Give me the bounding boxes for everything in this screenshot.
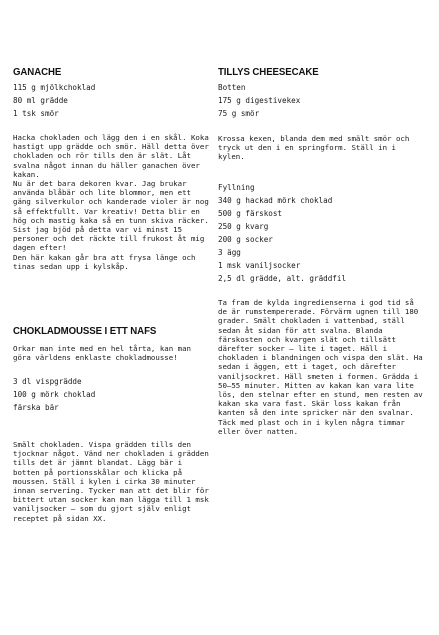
paragraph: Den här kakan går bra att frysa länge och tinas sedan upp i kylskåp. [13,252,196,271]
ganache-ingredients [13,81,213,120]
ganache-instructions [13,133,213,271]
ingredient-line: 100 g mörk choklad [13,390,96,399]
cheesecake-botten [218,81,423,120]
chokladmousse-ingredients [13,375,213,414]
ingredient-line: 200 g socker [218,235,273,244]
ingredient-line: 340 g hackad mörk choklad [218,196,333,205]
ingredient-line: 80 ml grädde [13,96,68,105]
section-label: Fyllning [218,183,255,192]
cheesecake-botten-instructions: Krossa kexen, blanda dem med smält smör och tryck ut den i en springform. Ställ in i kylen. [218,134,410,162]
paragraph: Hacka chokladen och lägg den i en skål. Koka hastigt upp grädde och smör. Häll detta över chokladen och rör tills den är slät. Låt svalna något innan du häller ganachen över kakan. [13,133,209,179]
chokladmousse-title: CHOKLADMOUSSE I ETT NAFS [13,325,157,337]
chokladmousse-instructions: Smält chokladen. Vispa grädden tills den tjocknar något. Vänd ner chokladen i grädden tills det är jämnt blandat. Lägg bär i botten på portionsskålar och klicka på moussen. Ställ i kylen i cirka 30 minuter innan servering. Tycker man att det blir för bittert utan socker kan man lägga till 1 msk vaniljsocker – som du gjort själv enligt receptet på sidan XX. [13,440,209,523]
ingredient-line: 3 ägg [218,248,241,257]
paragraph: Nu är det bara dekoren kvar. Jag brukar använda blåbär och lite blommor, men ett gäng silverkulor och kanderade violer är nog så effektfullt. Var kreativ! Detta blir en hög och mastig kaka så en tunn skiva räcker. Sist jag bjöd på detta var vi minst 15 personer och det räckte till frukost åt mig dagen efter! [13,179,209,253]
ingredient-line: 1 msk vaniljsocker [218,261,301,270]
chokladmousse-intro: Orkar man inte med en hel tårta, kan man göra världens enklaste chokladmousse! [13,344,191,363]
ingredient-line: 115 g mjölkchoklad [13,83,96,92]
ingredient-line: färska bär [13,403,59,412]
ingredient-line: 3 dl vispgrädde [13,377,82,386]
ingredient-line: 2,5 dl grädde, alt. gräddfil [218,274,347,283]
ingredient-line: 175 g digestivekex [218,96,301,105]
ingredient-line: 500 g färskost [218,209,283,218]
ingredient-line: 250 g kvarg [218,222,269,231]
cheesecake-title: TILLYS CHEESECAKE [218,66,319,78]
cheesecake-fyllning [218,181,423,285]
cheesecake-instructions: Ta fram de kylda ingredienserna i god tid så de är rumstempererade. Förvärm ugnen till 180 grader. Smält chokladen i vattenbad, ställ sedan åt sidan för att svalna. Blanda färskosten och kvargen slät och tillsätt därefter socker – lite i taget. Häll i chokladen i blandningen och vispa den slät. Ha sedan i äggen, ett i taget, och därefter vaniljsockret. Häll smeten i formen. Grädda i 50–55 minuter. Mitten av kakan kan vara lite lös, den stelnar efter en stund, men resten av kakan ska vara fast. Skär loss kakan från kanten så den inte spricker när den svalnar. Täck med plast och in i kylen några timmar eller över natten. [218,298,423,436]
ganache-title: GANACHE [13,66,62,78]
section-label: Botten [218,83,246,92]
ingredient-line: 1 tsk smör [13,109,59,118]
ingredient-line: 75 g smör [218,109,260,118]
